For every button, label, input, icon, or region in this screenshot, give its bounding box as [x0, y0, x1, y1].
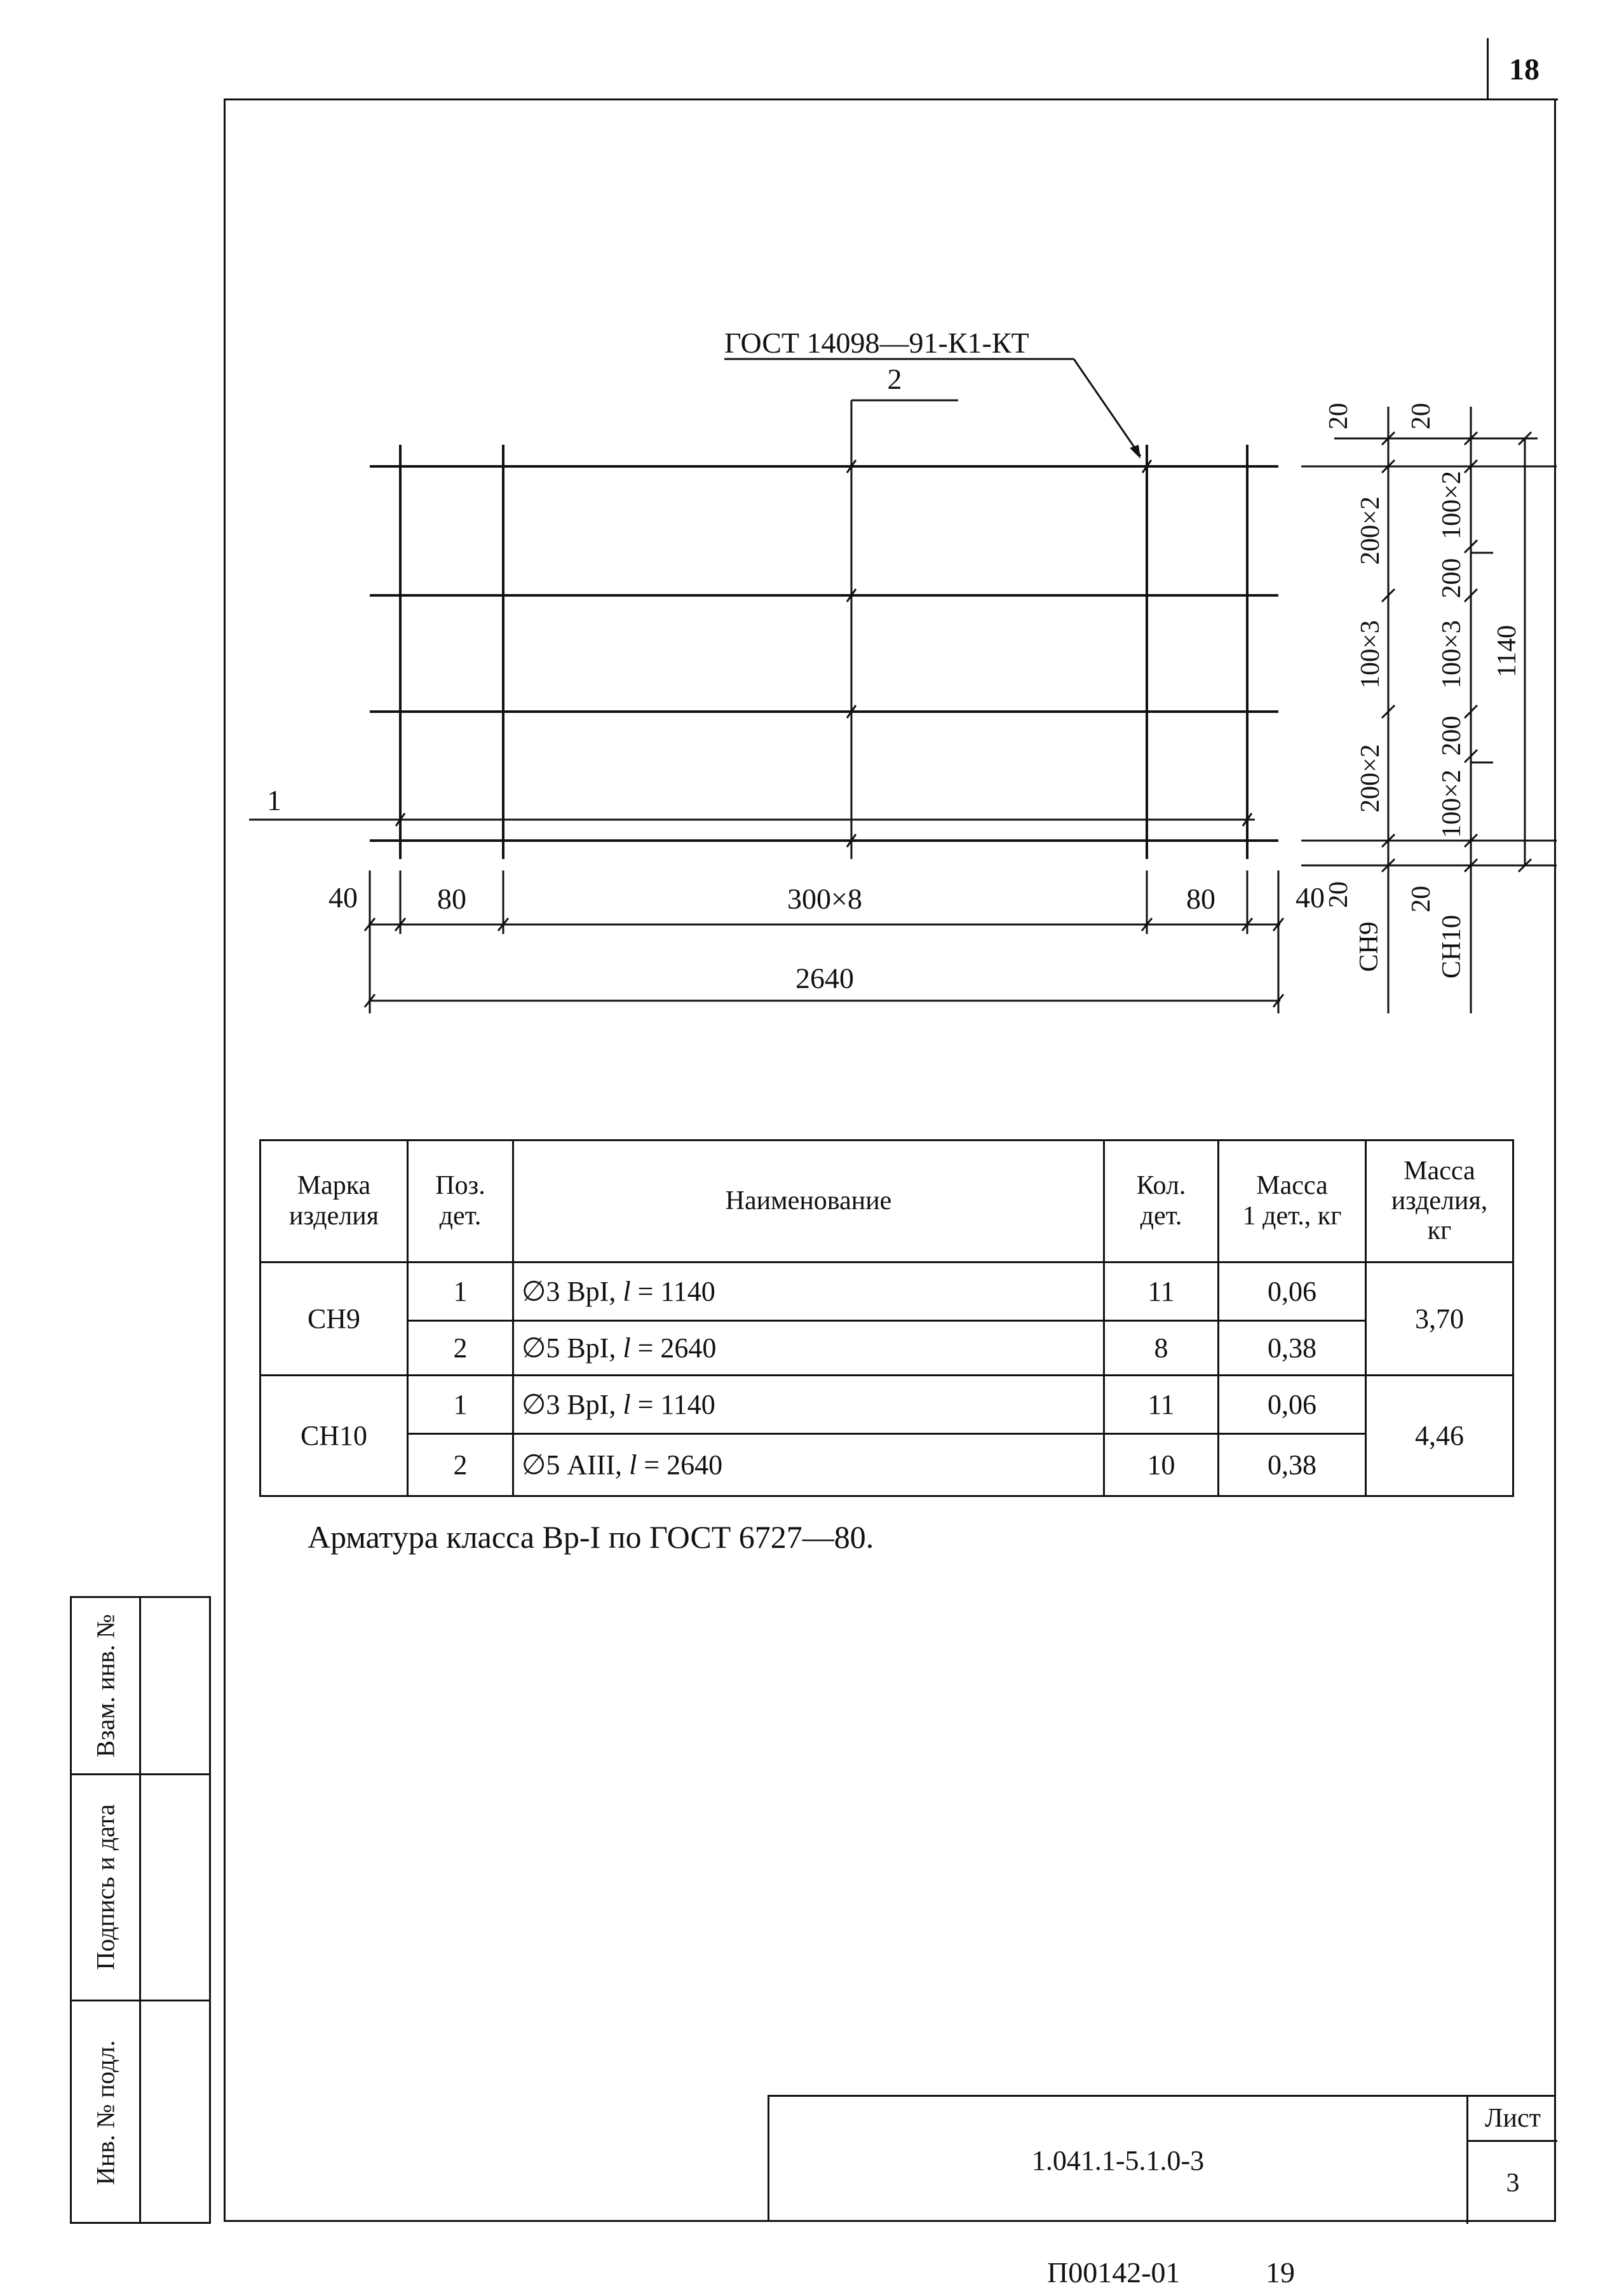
- side-label-inv: Инв. № подл.: [91, 2040, 120, 2185]
- cell-name: ∅5 АIII, l = 2640: [513, 1434, 1104, 1496]
- side-stamp-sep: [72, 2000, 211, 2001]
- cell-name: ∅3 ВрI, l = 1140: [513, 1376, 1104, 1434]
- table-row: [261, 1376, 1513, 1434]
- cell-pos: 2: [408, 1321, 513, 1376]
- cell-mass-total: 4,46: [1366, 1376, 1513, 1496]
- ch10-s2: 200: [1437, 558, 1466, 599]
- ch10-s1: 100×2: [1437, 471, 1466, 539]
- table-row: [261, 1434, 1513, 1496]
- mesh-drawing: [0, 0, 1624, 1080]
- dim-height: 1140: [1492, 625, 1522, 678]
- footer-doc: П00142-01: [1047, 2256, 1181, 2289]
- cell-pos: 2: [408, 1434, 513, 1496]
- header-qty: Кол. дет.: [1104, 1141, 1219, 1263]
- dim-80-left: 80: [437, 883, 466, 915]
- cell-qty: 11: [1104, 1376, 1219, 1434]
- dim-total: 2640: [795, 962, 854, 994]
- header-name: Наименование: [513, 1141, 1104, 1263]
- side-label-podpis: Подпись и дата: [91, 1804, 120, 1970]
- ch10-s5: 100×2: [1437, 769, 1466, 838]
- cell-pos: 1: [408, 1263, 513, 1321]
- gost-label: ГОСТ 14098—91-К1-КТ: [724, 327, 1029, 359]
- ch9-lower: 200×2: [1356, 744, 1385, 813]
- dim-left-40: 40: [328, 881, 358, 914]
- cell-mark: СН9: [261, 1263, 408, 1376]
- side-label-vzam: Взам. инв. №: [91, 1614, 120, 1757]
- page-number: 18: [1487, 38, 1560, 100]
- ch9-middle: 100×3: [1356, 620, 1385, 689]
- cell-mass-one: 0,06: [1219, 1376, 1366, 1434]
- cell-name: ∅5 ВрI, l = 2640: [513, 1321, 1104, 1376]
- side-stamp-divider: [139, 1598, 141, 2222]
- cell-name: ∅3 ВрI, l = 1140: [513, 1263, 1104, 1321]
- cell-mass-total: 3,70: [1366, 1263, 1513, 1376]
- table-header-row: [261, 1141, 1513, 1263]
- ch9-top: 20: [1324, 403, 1353, 430]
- table-row: [261, 1321, 1513, 1376]
- header-mass-one: Масса 1 дет., кг: [1219, 1141, 1366, 1263]
- dim-80-right: 80: [1186, 883, 1215, 915]
- cell-mark: СН10: [261, 1376, 408, 1496]
- ch10-label: СН10: [1437, 914, 1466, 979]
- ch10-bottom: 20: [1407, 886, 1436, 912]
- ch10-s3: 100×3: [1437, 620, 1466, 689]
- callout-1: 1: [267, 784, 281, 816]
- side-stamp: [70, 1596, 211, 2224]
- cell-pos: 1: [408, 1376, 513, 1434]
- dim-300x8: 300×8: [787, 883, 862, 915]
- cell-qty: 10: [1104, 1434, 1219, 1496]
- table-row: [261, 1263, 1513, 1321]
- specification-table: [259, 1139, 1514, 1497]
- cell-mass-one: 0,38: [1219, 1434, 1366, 1496]
- sheet-label: Лист: [1485, 2104, 1541, 2133]
- note-text: Арматура класса Вр-I по ГОСТ 6727—80.: [308, 1519, 874, 1555]
- header-mass-total: Масса изделия, кг: [1366, 1141, 1513, 1263]
- cell-qty: 11: [1104, 1263, 1219, 1321]
- cell-mass-one: 0,06: [1219, 1263, 1366, 1321]
- header-mark: Марка изделия: [261, 1141, 408, 1263]
- title-block: [768, 2095, 1555, 2222]
- ch10-s4: 200: [1437, 715, 1466, 756]
- callout-2: 2: [887, 363, 902, 395]
- cell-mass-one: 0,38: [1219, 1321, 1366, 1376]
- document-code: 1.041.1-5.1.0-3: [1031, 2144, 1205, 2176]
- ch10-top: 20: [1407, 403, 1436, 430]
- ch9-upper: 200×2: [1356, 496, 1385, 565]
- sheet-number: 3: [1506, 2168, 1520, 2198]
- ch9-bottom: 20: [1324, 881, 1353, 908]
- dim-right-40: 40: [1296, 881, 1325, 914]
- header-pos: Поз. дет.: [408, 1141, 513, 1263]
- footer-page: 19: [1266, 2256, 1295, 2289]
- ch9-label: СН9: [1355, 921, 1384, 972]
- cell-qty: 8: [1104, 1321, 1219, 1376]
- side-stamp-sep: [72, 1773, 211, 1775]
